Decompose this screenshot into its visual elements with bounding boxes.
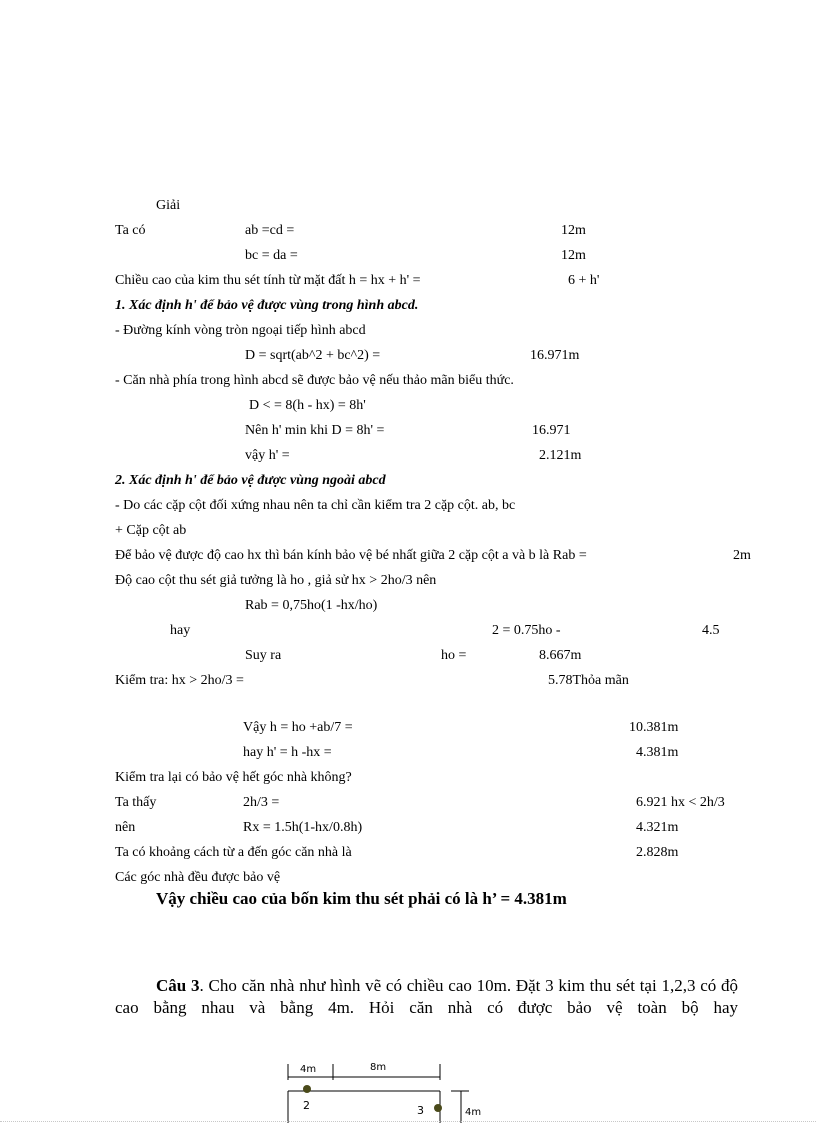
part2-2h3: 2h/3 =	[243, 795, 280, 810]
part1-formula-min: Nên h' min khi D = 8h' =	[245, 423, 385, 438]
part2-ho-label: ho =	[441, 648, 467, 663]
part1-title: 1. Xác định h' để bảo vệ được vùng trong hình abcd.	[115, 298, 419, 313]
part2-line4: Độ cao cột thu sét giả tưởng là ho , giả sử hx > 2ho/3 nên	[115, 573, 437, 588]
part2-hprime-formula: hay h' = h -hx =	[243, 745, 332, 760]
part2-line1: - Do các cặp cột đối xứng nhau nên ta chỉ cần kiểm tra 2 cặp cột. ab, bc	[115, 498, 516, 513]
part2-ho-value: 8.667m	[539, 648, 582, 663]
final-conclusion: Vậy chiều cao của bốn kim thu sét phải có là h’ = 4.381m	[156, 889, 567, 908]
part1-inequality: D < = 8(h - hx) = 8h'	[249, 398, 366, 413]
question-3-text: . Cho căn nhà như hình vẽ có chiều cao 10m. Đặt 3 kim thu sét tại 1,2,3 có độ cao bằng nhau và bằng 4m. Hỏi căn nhà có được bảo vệ toàn bộ hay	[115, 976, 738, 1017]
part1-formula-d: D = sqrt(ab^2 + bc^2) =	[245, 348, 381, 363]
part2-nen: nên	[115, 820, 136, 835]
row1-label: Ta có	[115, 223, 146, 238]
part2-h-value: 10.381m	[629, 720, 679, 735]
part2-2h3-value: 6.921 hx < 2h/3	[636, 795, 725, 810]
part2-check: Kiểm tra: hx > 2ho/3 =	[115, 673, 244, 688]
dim-label-side-4m: 4m	[465, 1107, 482, 1118]
part2-eq-value: 4.5	[702, 623, 720, 638]
part1-line3: - Căn nhà phía trong hình abcd sẽ được bảo vệ nếu thảo mãn biểu thức.	[115, 373, 514, 388]
row2-value: 12m	[561, 248, 586, 263]
page-bottom-border	[0, 1121, 816, 1122]
point-label-2: 2	[303, 1099, 310, 1112]
row1-value: 12m	[561, 223, 586, 238]
part2-rab-value: 2m	[733, 548, 751, 563]
row2-formula: bc = da =	[245, 248, 298, 263]
part2-conclusion-corners: Các góc nhà đều được bảo vệ	[115, 870, 281, 885]
part1-formula-h: vậy h' =	[245, 448, 290, 463]
rod-point-2	[303, 1085, 311, 1093]
rod-point-3	[434, 1104, 442, 1112]
part2-check-value: 5.78Thỏa mãn	[548, 673, 629, 688]
part2-rx-value: 4.321m	[636, 820, 679, 835]
part1-value-min: 16.971	[532, 423, 571, 438]
part2-h-formula: Vậy h = ho +ab/7 =	[243, 720, 353, 735]
part2-recheck: Kiểm tra lại có bảo vệ hết góc nhà không?	[115, 770, 352, 785]
part2-rx-formula: Rx = 1.5h(1-hx/0.8h)	[243, 820, 363, 835]
dim-label-4m: 4m	[300, 1064, 317, 1075]
solution-heading: Giải	[156, 198, 181, 213]
part2-line3: Để bảo vệ được độ cao hx thì bán kính bảo vệ bé nhất giữa 2 cặp cột a và b là Rab =	[115, 548, 587, 563]
part2-rab-formula: Rab = 0,75ho(1 -hx/ho)	[245, 598, 378, 613]
part2-hay: hay	[170, 623, 191, 638]
part1-value-d: 16.971m	[530, 348, 580, 363]
point-label-3: 3	[417, 1104, 424, 1117]
row3-text: Chiều cao của kim thu sét tính từ mặt đất h = hx + h' =	[115, 273, 421, 288]
row3-value: 6 + h'	[568, 273, 600, 288]
part2-ta-thay: Ta thấy	[115, 795, 157, 810]
part2-distance-value: 2.828m	[636, 845, 679, 860]
part2-suy-ra: Suy ra	[245, 648, 282, 663]
part2-eq: 2 = 0.75ho -	[492, 623, 561, 638]
part2-distance: Ta có khoảng cách từ a đến góc căn nhà là	[115, 845, 352, 860]
row1-formula: ab =cd =	[245, 223, 295, 238]
part2-title: 2. Xác định h' để bảo vệ được vùng ngoài abcd	[115, 473, 386, 488]
dim-label-8m: 8m	[370, 1062, 387, 1073]
part2-line2: + Cặp cột ab	[115, 523, 187, 538]
question-3-label: Câu 3	[156, 976, 200, 995]
part1-value-h: 2.121m	[539, 448, 582, 463]
part2-hprime-value: 4.381m	[636, 745, 679, 760]
part1-line1: - Đường kính vòng tròn ngoại tiếp hình abcd	[115, 323, 366, 338]
